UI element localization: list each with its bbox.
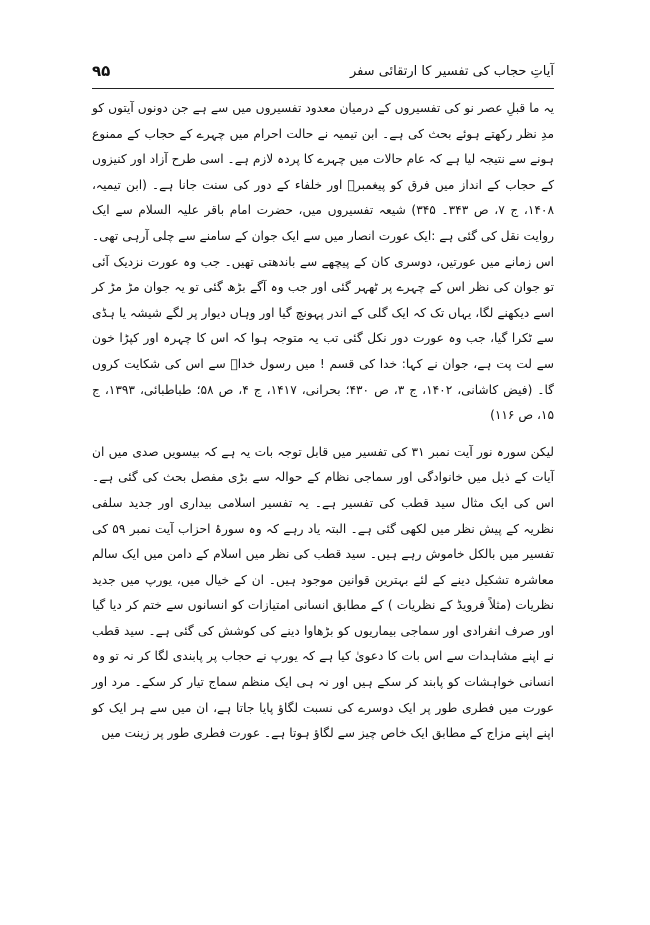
running-header <box>92 62 554 88</box>
body-text <box>92 96 554 747</box>
header-divider <box>92 88 554 89</box>
paragraph-1: یہ ما قبلِ عصر نو کی تفسیروں کے درمیان معدود تفسیروں میں سے ہے جن دونوں آیتوں کو مدِ نظر رکھتے ہوئے بحث کی ہے۔ ابن تیمیہ نے حالت احرام میں چہرے کے حجاب کے ممنوع ہونے سے نتیجہ لیا ہے کہ عام حالات میں چہرے کا پردہ لازم ہے۔ اسی طرح آزاد اور کنیزوں کے حجاب کے انداز میں فرق کو پیغمبرؐ اور خلفاء کے دور کی سنت جانا ہے۔ (ابن تیمیہ، ۱۴۰۸، ج ۷، ص ۳۴۳۔ ۳۴۵) شیعہ تفسیروں میں، حضرت امام باقر علیہ السلام سے ایک روایت نقل کی گئی ہے :ایک عورت انصار میں سے ایک جوان کے سامنے سے چلی آرہی تھی۔ اس زمانے میں عورتیں، دوسری کان کے پیچھے سے باندھتی تھیں۔ جب وہ عورت نزدیک آئی تو جوان کی نظر اس کے چہرے پر ٹھہر گئی اور جب وہ آگے بڑھ گئی تو یہ جوان مڑ مڑ کر اسے دیکھنے لگا، یہاں تک کہ ایک گلی کے اندر پہونچ گیا اور وہاں دیوار پر لگے شیشہ یا ہڈی سے ٹکرا گیا، جب وہ عورت دور نکل گئی تب یہ متوجہ ہوا کہ اس کا چہرہ اور کپڑا خون سے لت پت ہے، جوان نے کہا: خدا کی قسم ! میں رسول خداؐ سے اس کی شکایت کروں گا۔ (فیض کاشانی، ۱۴۰۲، ج ۳، ص ۴۳۰؛ بحرانی، ۱۴۱۷، ج ۴، ص ۵۸؛ طباطبائی، ۱۳۹۳، ج ۱۵، ص ۱۱۶) <box>92 101 554 423</box>
page-number: ۹۵ <box>92 62 111 80</box>
running-title: آیاتِ حجاب کی تفسیر کا ارتقائی سفر <box>349 64 554 79</box>
paragraph-2: لیکن سورہ نور آیت نمبر ۳۱ کی تفسیر میں قابل توجہ بات یہ ہے کہ بیسویں صدی میں ان آیات کے ذیل میں خانوادگی اور سماجی نظام کے حوالہ سے بڑی مفصل بحث کی گئی ہے۔ اس کی ایک مثال سید قطب کی تفسیر ہے۔ یہ تفسیر اسلامی بیداری اور جدید سلفی نظریہ کے پیش نظر میں لکھی گئی ہے۔ البتہ یاد رہے کہ وہ سورۂ احزاب آیت نمبر ۵۹ کی تفسیر میں بالکل خاموش رہے ہیں۔ سید قطب کی نظر میں اسلام کے دامن میں ایک سالم معاشرہ تشکیل دینے کے لئے بہترین قوانین موجود ہیں۔ ان کے خیال میں، یورپ میں جدید نظریات (مثلاً فرویڈ کے نظریات ) کے مطابق انسانی امتیازات کو انسانوں سے ختم کر دیا گیا اور صرف انفرادی اور سماجی بیماریوں کو بڑھاوا دینے کی کوشش کی گئی ہے۔ سید قطب نے اپنے مشاہدات سے اس بات کا دعویٰ کیا ہے کہ یورپ نے حجاب پر پابندی لگا کر نہ تو وہ انسانی خواہشات کو پابند کر سکے ہیں اور نہ ہی ایک منظم سماج تیار کر سکے۔ مرد اور عورت میں فطری طور پر ایک دوسرے کی نسبت لگاؤ پایا جاتا ہے، ان میں سے ہر ایک کو اپنے اپنے مزاج کے مطابق ایک خاص چیز سے لگاؤ ہوتا ہے۔ عورت فطری طور پر زینت میں <box>92 444 554 741</box>
